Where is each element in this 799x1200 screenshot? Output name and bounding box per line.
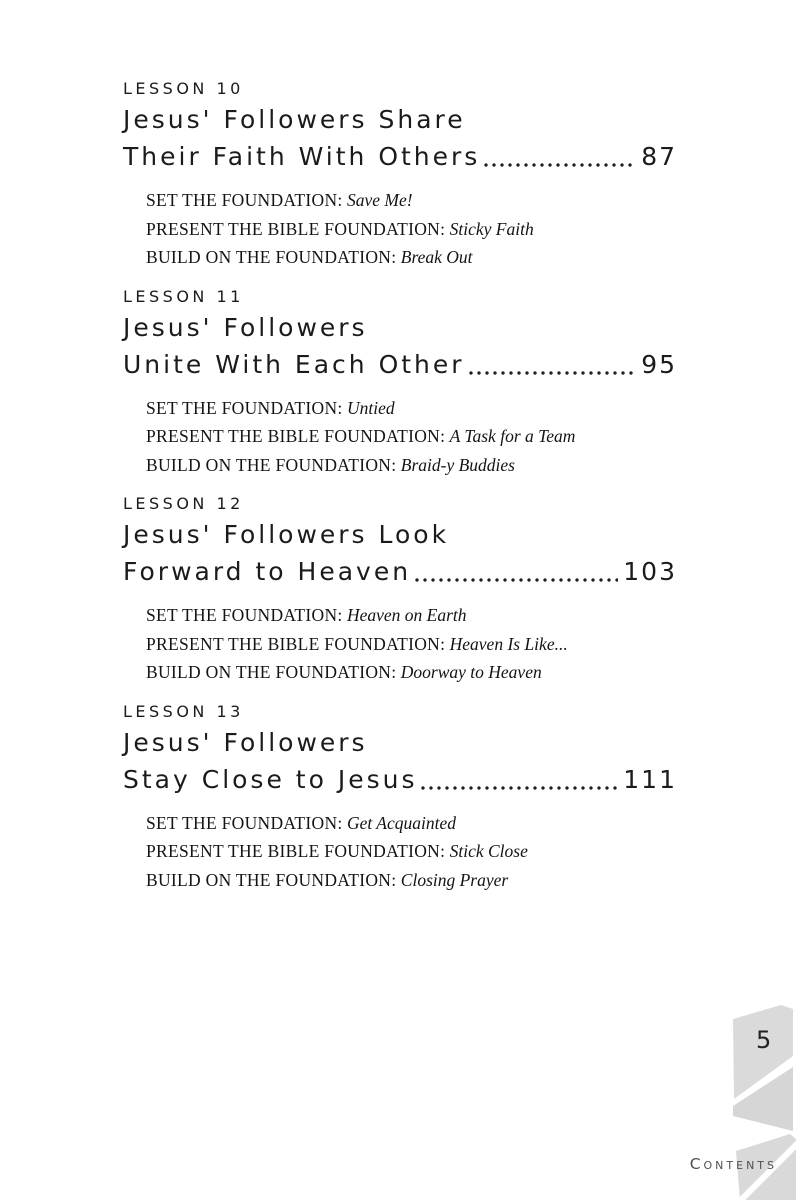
foundation-list [146, 186, 677, 272]
foundation-label: SET THE FOUNDATION: [146, 397, 343, 418]
lesson-label: LESSON 12 [123, 494, 244, 513]
lesson-title-line2: Stay Close to Jesus [123, 764, 418, 794]
foundation-label: PRESENT THE BIBLE FOUNDATION: [146, 841, 446, 861]
lesson-title-line1: Jesus' Followers Look [123, 520, 450, 549]
foundation-item [146, 451, 677, 480]
foundation-label: BUILD ON THE FOUNDATION: [146, 869, 397, 890]
page-number: 103 [623, 557, 677, 586]
foundation-activity: Sticky Faith [449, 218, 534, 239]
foundation-activity: Stick Close [449, 841, 528, 861]
foundation-activity: Untied [346, 397, 395, 418]
foundation-label: SET THE FOUNDATION: [146, 605, 343, 625]
foundation-item [146, 215, 677, 244]
page-number: 95 [641, 349, 677, 379]
toc-line [123, 761, 677, 798]
table-of-contents [123, 79, 677, 909]
lesson-title-line2: Unite With Each Other [123, 349, 465, 379]
foundation-item [146, 630, 677, 659]
toc-line [123, 553, 677, 590]
foundation-item [146, 809, 677, 838]
foundation-item [146, 422, 677, 451]
foundation-activity: Braid-y Buddies [400, 454, 515, 475]
dot-leader [469, 371, 637, 375]
foundation-label: SET THE FOUNDATION: [146, 812, 343, 833]
dot-leader [421, 786, 618, 790]
foundation-item [146, 658, 677, 687]
foundation-list [146, 809, 677, 895]
lesson-title-line2: Forward to Heaven [123, 557, 412, 586]
foundation-item [146, 394, 677, 423]
lesson-label: LESSON 10 [123, 79, 244, 98]
dot-leader [415, 578, 618, 582]
foundation-label: BUILD ON THE FOUNDATION: [146, 247, 397, 267]
folio-page-number: 5 [756, 1026, 773, 1054]
lesson-title-line1: Jesus' Followers Share [123, 105, 466, 134]
foundation-activity: Heaven Is Like... [449, 633, 568, 654]
foundation-activity: Closing Prayer [400, 869, 509, 890]
contents-footer-label: Contents [689, 1155, 777, 1173]
lesson-entry-13 [123, 702, 677, 895]
foundation-list [146, 601, 677, 687]
lesson-label: LESSON 11 [123, 286, 244, 306]
dot-leader [484, 163, 636, 167]
page-number: 87 [641, 142, 677, 171]
lesson-title-line1: Jesus' Followers [123, 727, 368, 757]
foundation-label: PRESENT THE BIBLE FOUNDATION: [146, 218, 446, 239]
foundation-label: PRESENT THE BIBLE FOUNDATION: [146, 426, 446, 446]
foundation-item [146, 601, 677, 630]
foundation-activity: Doorway to Heaven [400, 662, 542, 682]
foundation-activity: Save Me! [346, 190, 413, 210]
foundation-label: PRESENT THE BIBLE FOUNDATION: [146, 633, 446, 654]
foundation-list [146, 394, 677, 480]
lesson-title [123, 516, 677, 590]
toc-line [123, 346, 677, 383]
foundation-activity: Heaven on Earth [346, 605, 467, 625]
lesson-entry-10 [123, 79, 677, 272]
foundation-label: BUILD ON THE FOUNDATION: [146, 454, 397, 475]
lesson-entry-12 [123, 494, 677, 687]
foundation-item [146, 837, 677, 866]
foundation-activity: Get Acquainted [346, 812, 456, 833]
lesson-title-line2: Their Faith With Others [123, 142, 481, 171]
toc-line [123, 138, 677, 175]
foundation-activity: A Task for a Team [449, 426, 576, 446]
foundation-label: SET THE FOUNDATION: [146, 190, 343, 210]
lesson-title [123, 724, 677, 798]
foundation-item [146, 186, 677, 215]
foundation-activity: Break Out [400, 247, 473, 267]
lesson-title [123, 309, 677, 383]
foundation-label: BUILD ON THE FOUNDATION: [146, 662, 397, 682]
foundation-item [146, 866, 677, 895]
page-number: 111 [623, 764, 677, 794]
foundation-item [146, 243, 677, 272]
lesson-title [123, 101, 677, 175]
lesson-title-line1: Jesus' Followers [123, 312, 368, 342]
lesson-label: LESSON 13 [123, 701, 244, 721]
lesson-entry-11 [123, 287, 677, 480]
